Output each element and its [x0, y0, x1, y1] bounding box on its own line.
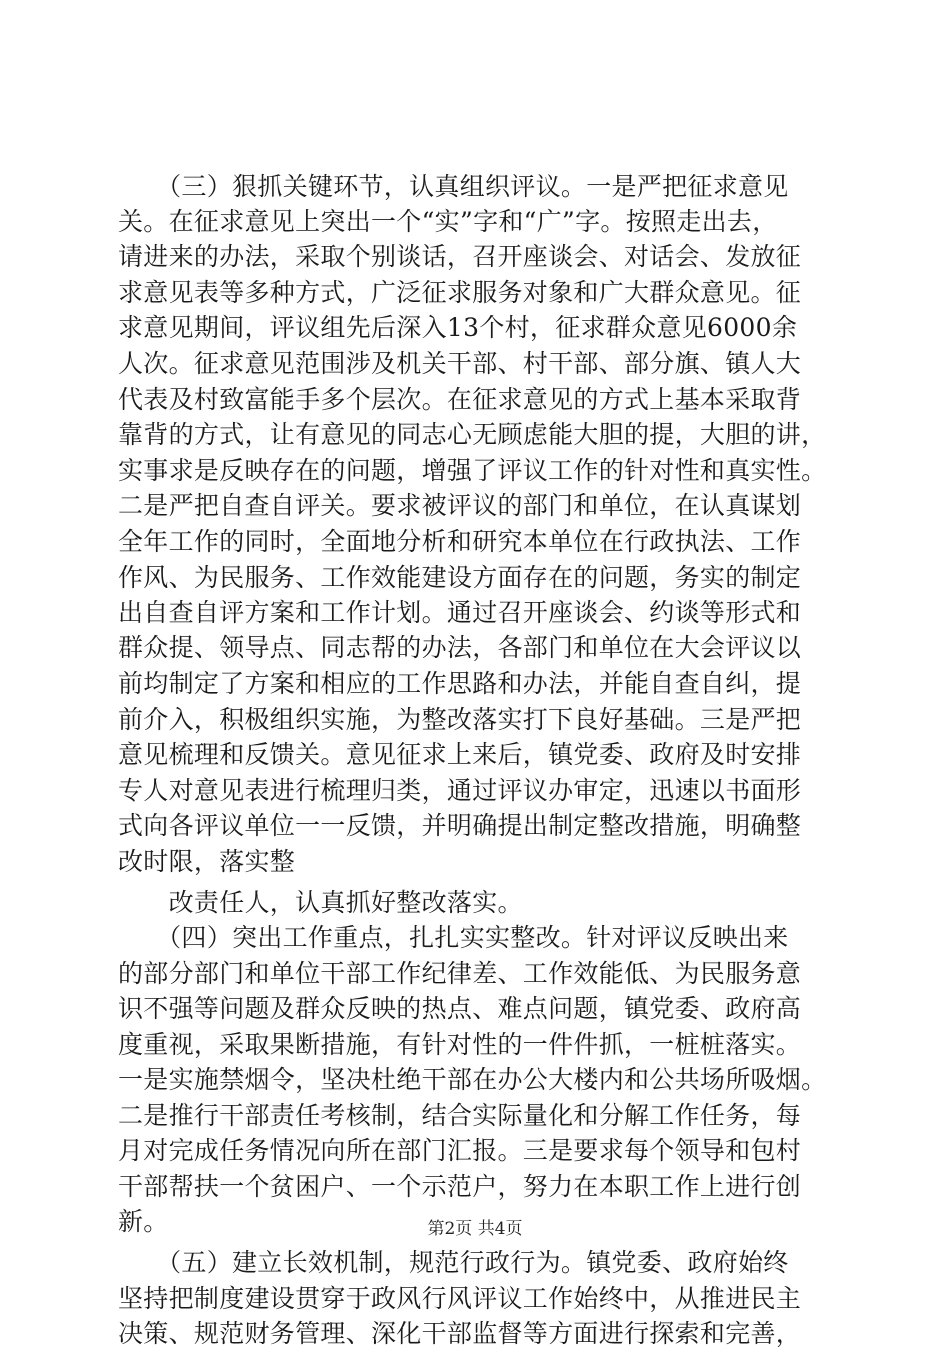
text-line: 识不强等问题及群众反映的热点、难点问题，镇党委、政府高 [118, 994, 802, 1023]
text-line: 专人对意见表进行梳理归类，通过评议办审定，迅速以书面形 [118, 776, 802, 805]
text-line: 一是实施禁烟令，坚决杜绝干部在办公大楼内和公共场所吸烟。 [118, 1065, 827, 1094]
text-line: 人次。征求意见范围涉及机关干部、村干部、部分旗、镇人大 [118, 349, 802, 378]
text-line: （五）建立长效机制，规范行政行为。镇党委、政府始终 [118, 1248, 789, 1277]
text-line: 坚持把制度建设贯穿于政风行风评议工作始终中，从推进民主 [118, 1284, 802, 1313]
text-line: 式向各评议单位一一反馈，并明确提出制定整改措施，明确整 [118, 811, 802, 840]
text-line: 二是严把自查自评关。要求被评议的部门和单位，在认真谋划 [118, 491, 802, 520]
text-line: 代表及村致富能手多个层次。在征求意见的方式上基本采取背 [118, 385, 802, 414]
text-line: 关。在征求意见上突出一个“实”字和“广”字。按照走出去， [118, 207, 778, 236]
text-line: 全年工作的同时，全面地分析和研究本单位在行政执法、工作 [118, 527, 802, 556]
text-line: 请进来的办法，采取个别谈话，召开座谈会、对话会、发放征 [118, 242, 802, 271]
page-footer: 第2页 共4页 [427, 1219, 523, 1239]
text-line: 作风、为民服务、工作效能建设方面存在的问题，务实的制定 [118, 563, 802, 592]
text-line: 求意见表等多种方式，广泛征求服务对象和广大群众意见。征 [118, 278, 802, 307]
text-line: 意见梳理和反馈关。意见征求上来后，镇党委、政府及时安排 [118, 740, 802, 769]
text-line: 前均制定了方案和相应的工作思路和办法，并能自查自纠，提 [118, 669, 802, 698]
text-line: 求意见期间，评议组先后深入13个村，征求群众意见6000余 [118, 313, 798, 342]
text-line: （四）突出工作重点，扎扎实实整改。针对评议反映出来 [118, 923, 789, 952]
text-line: 新。 [118, 1207, 169, 1236]
text-line: 靠背的方式，让有意见的同志心无顾虑能大胆的提，大胆的讲， [118, 420, 827, 449]
text-line: 度重视，采取果断措施，有针对性的一件件抓，一桩桩落实。 [118, 1030, 802, 1059]
text-line: 改时限，落实整 [118, 847, 296, 876]
text-line: 干部帮扶一个贫困户、一个示范户，努力在本职工作上进行创 [118, 1172, 802, 1201]
text-line: 实事求是反映存在的问题，增强了评议工作的针对性和真实性。 [118, 456, 827, 485]
text-line: 月对完成任务情况向所在部门汇报。三是要求每个领导和包村 [118, 1136, 802, 1165]
text-line: 二是推行干部责任考核制，结合实际量化和分解工作任务，每 [118, 1101, 802, 1130]
text-line: （三）狠抓关键环节，认真组织评议。一是严把征求意见 [118, 172, 789, 201]
text-line: 群众提、领导点、同志帮的办法，各部门和单位在大会评议以 [118, 633, 802, 662]
text-line: 出自查自评方案和工作计划。通过召开座谈会、约谈等形式和 [118, 598, 802, 627]
text-line: 改责任人，认真抓好整改落实。 [118, 888, 523, 917]
text-line: 前介入，积极组织实施，为整改落实打下良好基础。三是严把 [118, 705, 802, 734]
text-line: 的部分部门和单位干部工作纪律差、工作效能低、为民服务意 [118, 959, 802, 988]
text-line: 决策、规范财务管理、深化干部监督等方面进行探索和完善， [118, 1319, 802, 1348]
